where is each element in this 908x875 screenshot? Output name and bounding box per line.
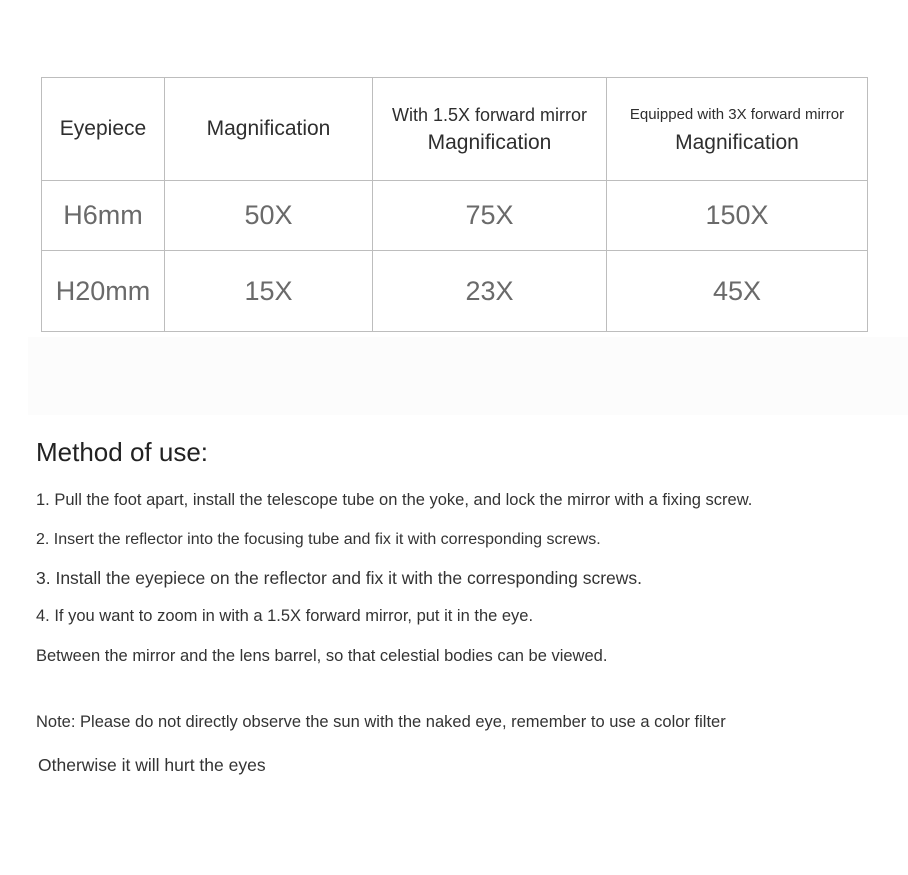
method-step-3: 3. Install the eyepiece on the reflector and fix it with the corresponding screws. <box>36 568 643 588</box>
method-step-1: 1. Pull the foot apart, install the telescope tube on the yoke, and lock the mirror with a fixing screw. <box>36 491 753 509</box>
cell-mirror-15x: 23X <box>373 251 607 332</box>
safety-note-line1: Note: Please do not directly observe the sun with the naked eye, remember to use a color filter <box>36 713 726 731</box>
header-mirror-3x-line1: Equipped with 3X forward mirror <box>629 106 845 123</box>
header-magnification-label: Magnification <box>206 117 331 140</box>
magnification-table <box>41 77 868 332</box>
magnification-table-container <box>41 77 867 331</box>
header-mirror-15x-line2: Magnification <box>427 131 552 154</box>
header-eyepiece-label: Eyepiece <box>59 117 147 140</box>
header-mirror-15x <box>373 78 607 181</box>
cell-eyepiece: H6mm <box>42 181 165 251</box>
method-step-2: 2. Insert the reflector into the focusing tube and fix it with corresponding screws. <box>36 531 601 548</box>
table-row <box>42 181 868 251</box>
method-step-4-continuation: Between the mirror and the lens barrel, so that celestial bodies can be viewed. <box>36 647 608 665</box>
background-band <box>28 337 908 415</box>
header-mirror-15x-line1: With 1.5X forward mirror <box>391 105 588 125</box>
safety-note-line2: Otherwise it will hurt the eyes <box>38 755 266 775</box>
method-step-4: 4. If you want to zoom in with a 1.5X forward mirror, put it in the eye. <box>36 607 534 625</box>
header-eyepiece <box>42 78 165 181</box>
cell-magnification: 15X <box>165 251 373 332</box>
cell-magnification: 50X <box>165 181 373 251</box>
cell-mirror-3x: 45X <box>607 251 868 332</box>
table-row <box>42 251 868 332</box>
header-mirror-3x <box>607 78 868 181</box>
cell-mirror-15x: 75X <box>373 181 607 251</box>
table-header-row <box>42 78 868 181</box>
method-title: Method of use: <box>36 437 208 467</box>
header-magnification <box>165 78 373 181</box>
cell-mirror-3x: 150X <box>607 181 868 251</box>
header-mirror-3x-line2: Magnification <box>675 131 799 154</box>
cell-eyepiece: H20mm <box>42 251 165 332</box>
